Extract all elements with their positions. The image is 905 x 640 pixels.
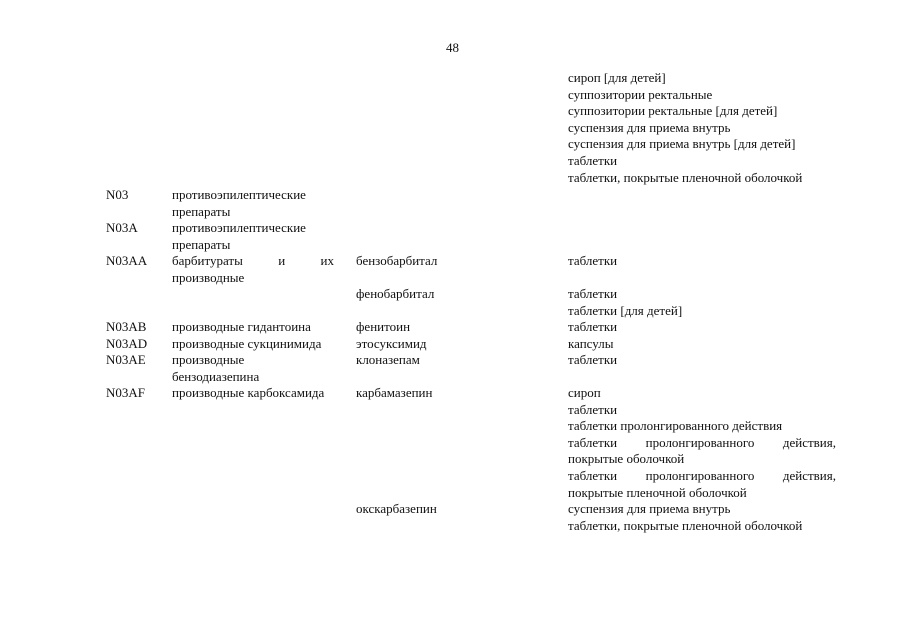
atc-group: производные сукцинимида bbox=[172, 336, 322, 351]
atc-code: N03AD bbox=[106, 336, 148, 351]
dosage-form: капсулы bbox=[568, 336, 614, 351]
atc-group: производные бензодиазепина bbox=[172, 352, 260, 384]
drug-name: карбамазепин bbox=[356, 385, 433, 400]
dosage-form: таблетки, покрытые пленочной оболочкой bbox=[568, 517, 803, 533]
atc-group: противоэпилептические препараты bbox=[172, 187, 306, 219]
dosage-form: суспензия для приема внутрь [для детей] bbox=[568, 136, 796, 152]
dosage-form: таблетки [для детей] bbox=[568, 302, 683, 318]
dosage-form: сироп bbox=[568, 385, 601, 400]
dosage-form-continued: покрытые оболочкой bbox=[568, 451, 685, 467]
dosage-form: таблетки пролонгированного действия, bbox=[568, 434, 836, 450]
dosage-form: суппозитории ректальные bbox=[568, 86, 713, 102]
dosage-forms-cell bbox=[568, 501, 836, 534]
drug-name: окскарбазепин bbox=[356, 501, 437, 516]
dosage-form: таблетки bbox=[568, 286, 618, 301]
atc-code: N03AF bbox=[106, 385, 146, 400]
atc-code: N03AA bbox=[106, 253, 148, 268]
atc-code: N03AE bbox=[106, 352, 146, 367]
atc-group: производные гидантоина bbox=[172, 319, 311, 334]
atc-group: производные карбоксамида bbox=[172, 385, 325, 400]
dosage-form: суспензия для приема внутрь bbox=[568, 501, 731, 516]
drug-name: клоназепам bbox=[356, 352, 420, 367]
dosage-form: таблетки пролонгированного действия, bbox=[568, 467, 836, 483]
drug-name: фенобарбитал bbox=[356, 286, 435, 301]
dosage-form: таблетки bbox=[568, 152, 618, 168]
dosage-form-continued: покрытые пленочной оболочкой bbox=[568, 484, 747, 500]
drug-name: бензобарбитал bbox=[356, 253, 438, 268]
dosage-forms-cell bbox=[568, 385, 836, 501]
dosage-form: суппозитории ректальные [для детей] bbox=[568, 103, 778, 119]
atc-group: барбитураты и их производные bbox=[172, 253, 334, 285]
atc-code: N03 bbox=[106, 187, 129, 202]
dosage-form: таблетки bbox=[568, 319, 618, 334]
dosage-form: таблетки bbox=[568, 401, 618, 417]
dosage-form: таблетки bbox=[568, 352, 618, 367]
dosage-form: суспензия для приема внутрь bbox=[568, 119, 731, 135]
drug-name: этосуксимид bbox=[356, 336, 427, 351]
dosage-form: таблетки, покрытые пленочной оболочкой bbox=[568, 169, 803, 185]
dosage-form: сироп [для детей] bbox=[568, 70, 666, 85]
atc-group: противоэпилептические препараты bbox=[172, 220, 306, 252]
dosage-form: таблетки пролонгированного действия bbox=[568, 418, 783, 434]
drug-name: фенитоин bbox=[356, 319, 411, 334]
atc-code: N03AB bbox=[106, 319, 147, 334]
dosage-forms-cell bbox=[568, 286, 836, 319]
dosage-forms-cell bbox=[568, 70, 836, 186]
dosage-form: таблетки bbox=[568, 253, 618, 268]
atc-code: N03A bbox=[106, 220, 138, 235]
page-number: 48 bbox=[446, 40, 459, 55]
